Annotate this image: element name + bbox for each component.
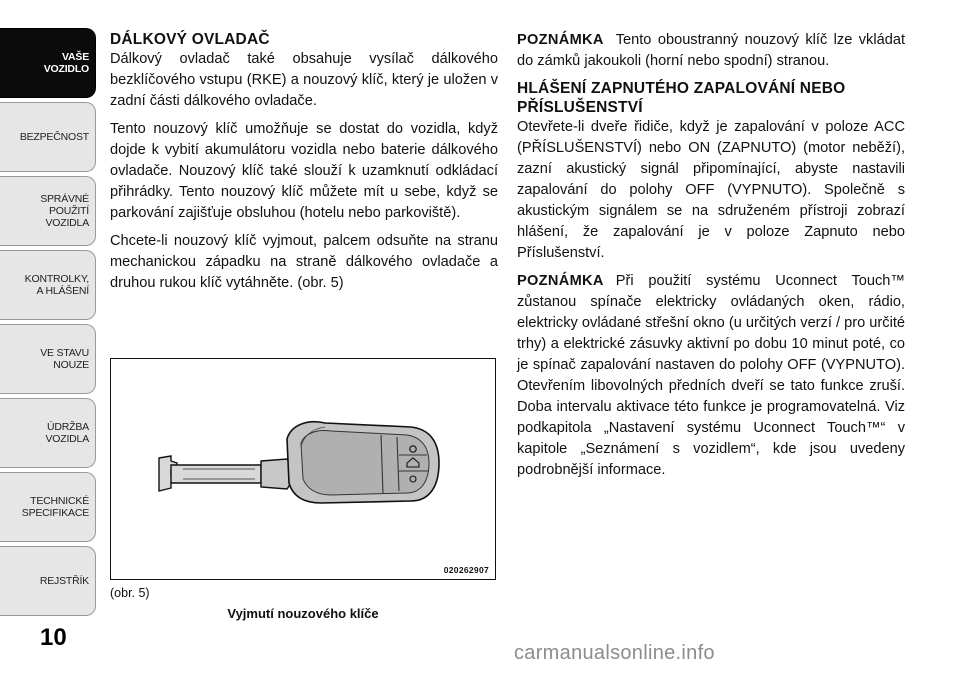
key-fob-illustration	[111, 359, 494, 578]
note-paragraph	[517, 271, 905, 481]
tab-vase-vozidlo[interactable]: VAŠE VOZIDLO	[0, 28, 96, 98]
note-text: Při použití systému Uconnect Touch™ zůstanou spínače elektricky ovládaných oken, rádio, elektricky ovládané střešní okno (u určitých verzí / pro určité trhy) a elektrické zásuvky aktivní po dobu 10 minut poté, co je spínač zapalování nastaven do polohy OFF (VYPNUTO). Otevřením libovolných předních dveří se tato funkce zruší. Doba intervalu aktivace této funkce je programovatelná. Viz podkapitola „Nastavení systému Uconnect Touch™“ v kapitole „Seznámení s vozidlem“, kde jsou uvedeny podrobnější informace.	[517, 273, 905, 478]
note-label: POZNÁMKA	[517, 273, 604, 289]
tab-technicke-specifikace[interactable]: TECHNICKÉ SPECIFIKACE	[0, 472, 96, 542]
watermark: carmanualsonline.info	[514, 642, 715, 664]
remote-fob-icon	[287, 422, 439, 503]
emergency-key-icon	[159, 456, 291, 491]
section-heading-ignition: HLÁŠENÍ ZAPNUTÉHO ZAPALOVÁNÍ NEBO PŘÍSLUŠENSTVÍ	[517, 80, 846, 116]
tab-ve-stavu-nouze[interactable]: VE STAVU NOUZE	[0, 324, 96, 394]
paragraph: Tento nouzový klíč umožňuje se dostat do vozidla, když dojde k vybití akumulátoru vozidla nebo baterie dálkového ovladače. Nouzový klíč také slouží k uzamknutí odkládací přihrádky. Tento nouzový klíč můžete mít u sebe, když se parkování zajišťuje obsluhou (hotelu nebo parkoviště).	[110, 121, 498, 221]
tab-udrzba-vozidla[interactable]: ÚDRŽBA VOZIDLA	[0, 398, 96, 468]
note-paragraph	[517, 30, 905, 72]
page-number: 10	[40, 624, 67, 651]
tab-kontrolky-a-hlaseni[interactable]: KONTROLKY, A HLÁŠENÍ	[0, 250, 96, 320]
figure-reference: (obr. 5)	[110, 586, 150, 600]
tab-bezpecnost[interactable]: BEZPEČNOST	[0, 102, 96, 172]
right-column	[517, 30, 905, 488]
left-column	[110, 30, 498, 301]
paragraph: Chcete-li nouzový klíč vyjmout, palcem odsuňte na stranu mechanickou západku na straně dálkového ovladače a druhou rukou klíč vytáhněte. (obr. 5)	[110, 233, 498, 291]
figure-caption: Vyjmutí nouzového klíče	[227, 606, 379, 621]
paragraph: Otevřete-li dveře řidiče, když je zapalování v poloze ACC (PŘÍSLUŠENSTVÍ) nebo ON (ZAPNUTO) (motor neběží), zazní akustický signál připomínající, abyste nastavili zapalování do polohy OFF (VYPNUTO). Společně s akustickým signálem se na sdruženém přístroji zobrazí hlášení, že zapalování je v poloze Zapnuto nebo Příslušenství.	[517, 119, 905, 261]
section-heading-remote: DÁLKOVÝ OVLADAČ	[110, 31, 270, 48]
note-label: POZNÁMKA	[517, 32, 604, 48]
figure-emergency-key	[110, 358, 496, 580]
tab-rejstrik[interactable]: REJSTŘÍK	[0, 546, 96, 616]
tab-spravne-pouziti-vozidla[interactable]: SPRÁVNÉ POUŽITÍ VOZIDLA	[0, 176, 96, 246]
paragraph: Dálkový ovladač také obsahuje vysílač dálkového bezklíčového vstupu (RKE) a nouzový klíč, který je uložen v zadní části dálkového ovladače.	[110, 51, 498, 109]
figure-code: 020262907	[443, 565, 489, 575]
note-text: Tento oboustranný nouzový klíč lze vkládat do zámků jakoukoli (horní nebo spodní) stranou.	[517, 32, 905, 69]
